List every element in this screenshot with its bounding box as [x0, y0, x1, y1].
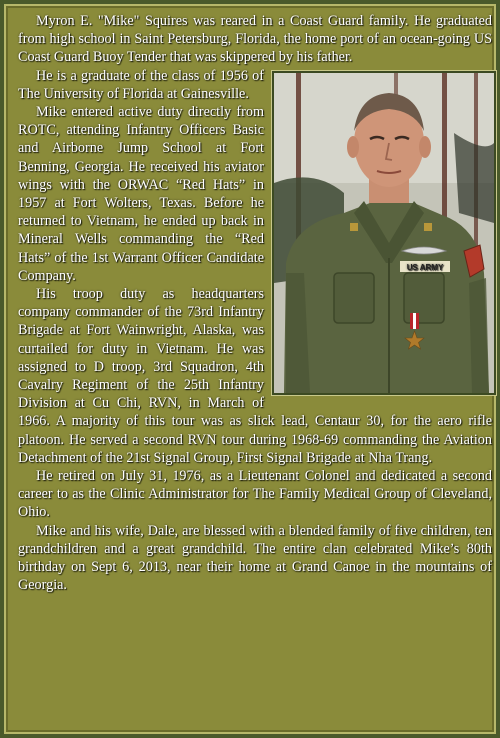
bio-paragraph-3: Mike entered active duty directly from ROTC, attending Infantry Officers Basic and Airborne Jump School at Fort Benning, Georgia. He received his aviator wings with the ORWAC “Red Hats” in 1957 at Fort Wolters, Texas. Before he returned to Vietnam, he ended up back in Mineral Wells commanding the “Red Hats” of the 1st Warrant Officer Candidate Company. — [18, 104, 264, 284]
bio-paragraph-2: He is a graduate of the class of 1956 of The University of Florida at Gainesville. — [18, 67, 264, 102]
name-tape-text: US ARMY — [406, 262, 444, 272]
bio-text — [18, 12, 492, 595]
portrait-photo — [272, 71, 496, 395]
portrait-illustration — [274, 73, 494, 393]
bio-paragraph-5: He retired on July 31, 1976, as a Lieutenant Colonel and dedicated a second career to as the Clinic Administrator for The Family Medical Group of Cleveland, Ohio. — [18, 468, 492, 521]
bio-paragraph-4: His troop duty as headquarters company commander of the 73rd Infantry Brigade at Fort Wainwright, Alaska, was curtailed for duty in Vietnam. He was assigned to D troop, 3rd Squadron, 4th Cavalry Regiment of the 25th Infantry Division at Cu Chi, RVN, in March of 1966. A majority of this tour was as slick lead, Centaur 30, for the aero rifle platoon. He served a second RVN tour during 1968-69 commanding the Aviation Detachment of the 21st Signal Group, First Signal Brigade at Nha Trang. — [18, 286, 492, 466]
bio-paragraph-6: Mike and his wife, Dale, are blessed with a blended family of five children, ten grandchildren and a great grandchild. The entire clan celebrated Mike’s 80th birthday on Sept 6, 2013, near their home at Grand Canoe in the mountains of Georgia. — [18, 522, 492, 594]
bio-paragraph-1: Myron E. "Mike" Squires was reared in a Coast Guard family. He graduated from high school in Saint Petersburg, Florida, the home port of an ocean-going US Coast Guard Buoy Tender that was skippered by his father. — [18, 13, 492, 66]
